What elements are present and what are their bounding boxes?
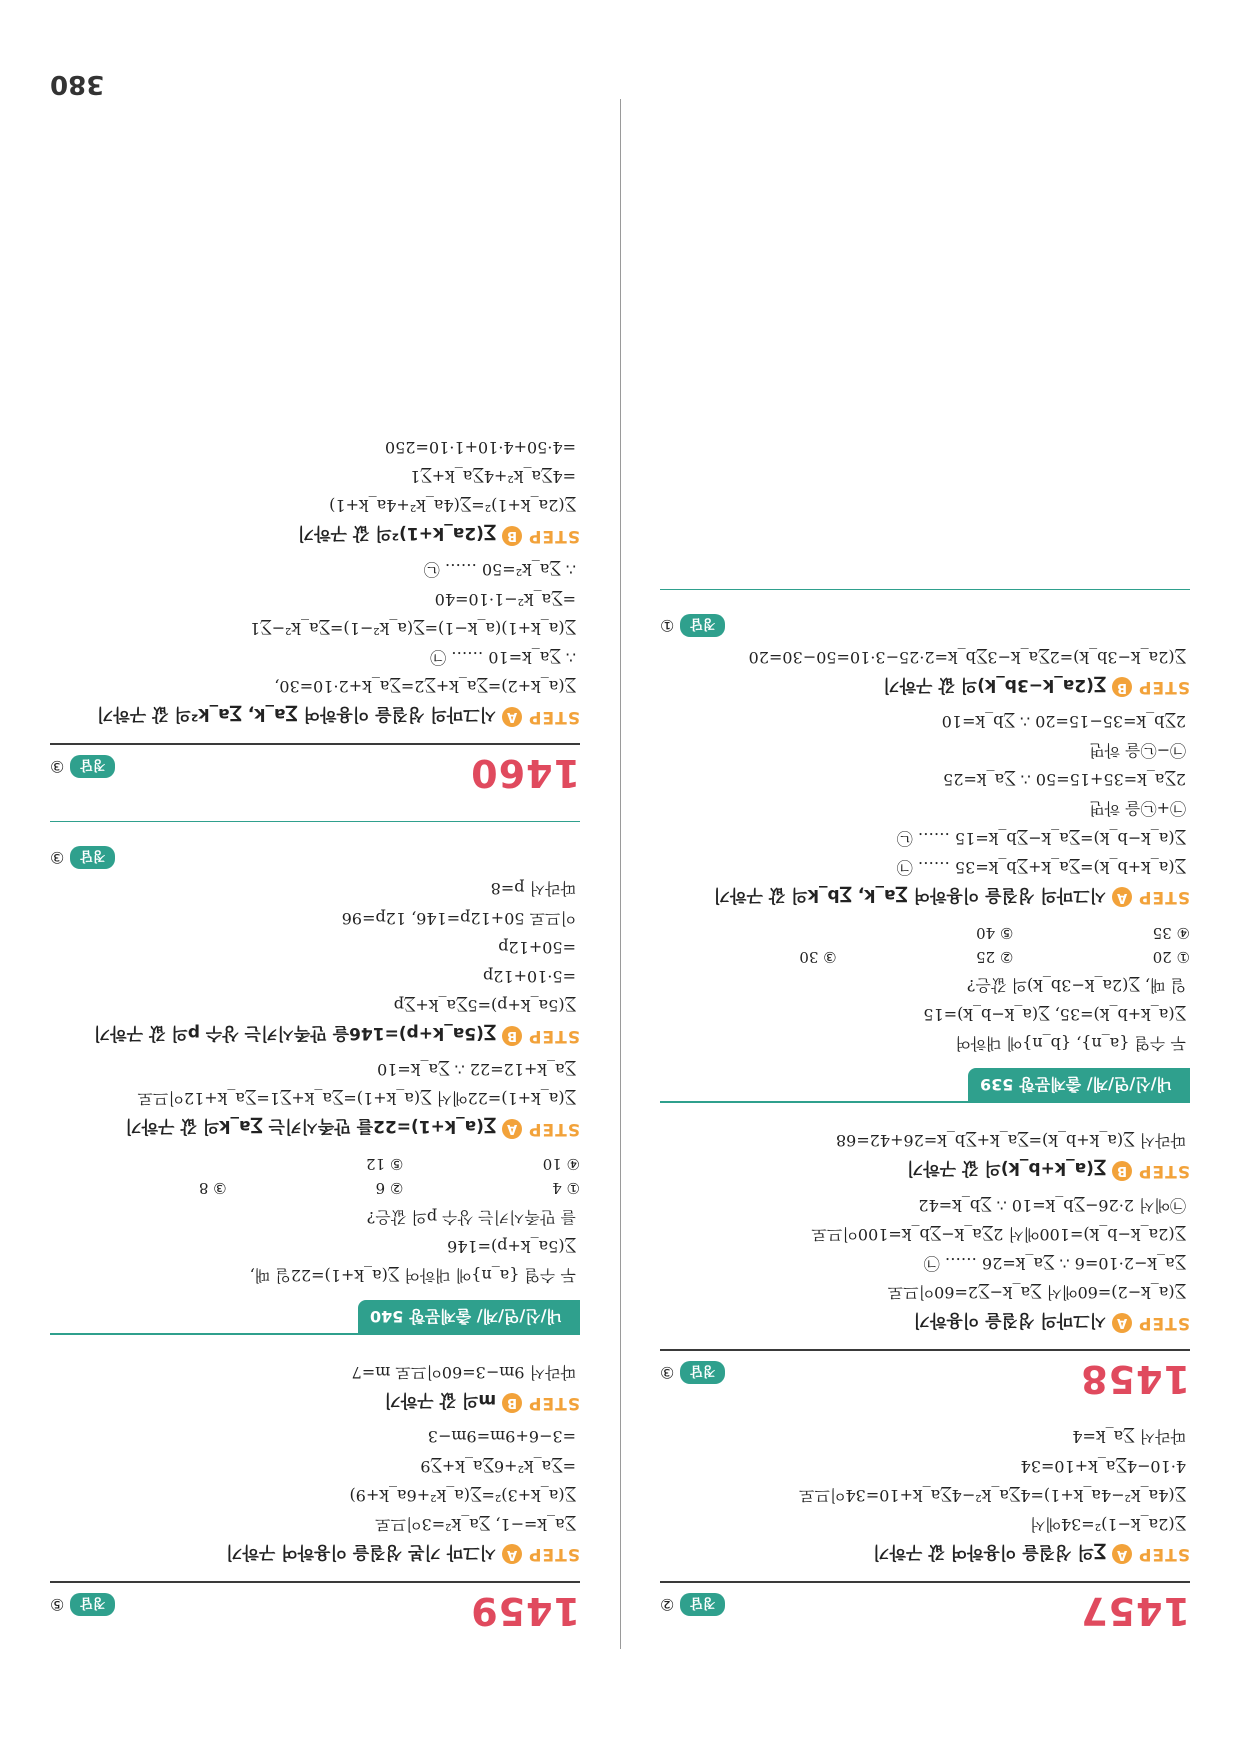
math-line: 4·10−4∑a_k+10=34 [1020,1456,1186,1476]
math-line: =50+12p [498,937,576,957]
answer-mark [50,846,115,869]
step-title: 시그마의 성질을 이용하기 [913,1310,1107,1331]
problem-header [50,743,580,795]
math-line: ∑(a_k+b_k)=∑a_k+∑b_k=35 …… ㉠ [896,857,1186,877]
step-letter-badge: A [1112,887,1132,907]
step-word-label: STEP [528,1392,580,1413]
step-heading [50,704,580,729]
math-line: =∑a_k²−1·10=40 [434,589,576,609]
choice-item: ③ 30 [799,947,837,966]
step-heading [50,1117,580,1142]
step-word-label: STEP [1138,887,1190,908]
choice-item: ① 4 [552,1179,580,1198]
step-word-label: STEP [1138,1544,1190,1565]
question-line: 를 만족시키는 상수 p의 값은? [366,1207,576,1227]
math-line: ㉠−㉡을 하면 [1089,741,1186,760]
math-line: ∑(5a_k+p)=5∑a_k+∑p [393,996,576,1016]
question-line: ∑(5a_k+p)=146 [447,1236,576,1256]
math-line: ∑a_k−2·10=6 ∴ ∑a_k=26 …… ㉠ [923,1254,1186,1274]
math-line: ∴ ∑a_k²=50 …… ㉡ [423,560,576,580]
problem-header [50,1581,580,1633]
step-letter-badge: A [502,1545,522,1565]
choice-item: ③ 8 [198,1179,227,1198]
math-line: ∑a_k=−1, ∑a_k²=3이므로 [375,1515,576,1534]
step-heading [660,1159,1190,1184]
step-heading [660,885,1190,910]
step-title: ∑(5a_k+p)=146을 만족시키는 상수 p의 값 구하기 [93,1023,497,1044]
step-word-label: STEP [528,1119,580,1139]
math-line: ∑(a_k−2)=60에서 ∑a_k−∑2=60이므로 [887,1283,1186,1303]
question-line: 두 수열 {a_n}에 대하여 ∑(a_k+1)=22일 때, [249,1266,576,1286]
box-tab [968,1068,1190,1103]
math-line: 이므로 50+12p=146, 12p=96 [341,908,576,928]
step-word-label: STEP [528,1544,580,1565]
step-letter-badge: B [1112,1161,1132,1181]
page-number: 380 [50,69,105,99]
math-line: ∴ ∑a_k=10 …… ㉠ [430,648,576,667]
column-divider [620,99,621,1649]
problem-number: 1457 [1080,1589,1190,1633]
question-line: ∑(a_k+b_k)=35, ∑(a_k−b_k)=15 [923,1005,1186,1025]
step-letter-badge: A [502,707,522,727]
step-title: ∑(a_k+1)=22를 만족시키는 ∑a_k의 값 구하기 [125,1116,497,1137]
step-letter-badge: A [1112,1313,1132,1333]
box-tab-label: 내/신/연/계/ 출제문항 [409,1307,562,1327]
step-heading [50,1023,580,1048]
math-line: =∑a_k²+6∑a_k+∑9 [420,1456,576,1476]
answer-pill: 정답 [680,1593,725,1616]
answer-mark [660,1361,725,1384]
box-body [660,589,1190,1101]
math-line: ㉠+㉡을 하면 [1089,799,1186,819]
step-letter-badge: B [502,1393,522,1413]
step-word-label: STEP [528,1025,580,1046]
math-line: =4·50+4·10+1·10=250 [384,437,576,457]
step-letter-badge: B [1112,677,1132,697]
answer-pill: 정답 [70,1593,115,1616]
problem-block [50,1363,580,1633]
step-heading [50,523,580,548]
step-title: ∑(2a_k−3b_k)의 값 구하기 [883,674,1107,695]
step-word-label: STEP [1138,1161,1190,1181]
math-line: 2∑a_k=35+15=50 ∴ ∑a_k=25 [943,770,1186,790]
step-heading [660,1542,1190,1567]
step-title: m의 값 구하기 [384,1390,497,1411]
left-column [660,589,1190,1659]
answer-mark [660,1593,725,1616]
step-title: 시그마의 성질을 이용하여 ∑a_k, ∑b_k의 값 구하기 [713,884,1107,905]
math-line: ∑a_k+12=22 ∴ ∑a_k=10 [377,1060,576,1080]
choice-item: ④ 35 [1152,923,1190,942]
box-body [50,821,580,1333]
math-line: ∑(2a_k−b_k)=100에서 2∑a_k−∑b_k=100이므로 [811,1224,1186,1244]
question-line: 일 때, ∑(2a_k−3b_k)의 값은? [966,975,1186,995]
problem-block [50,438,580,796]
math-line: 따라서 p=8 [490,879,576,899]
math-line: ∑(2a_k−3b_k)=2∑a_k−3∑b_k=2·25−3·10=50−30=20 [748,647,1186,667]
problem-number: 1458 [1080,1357,1190,1402]
answer-pill: 정답 [70,755,115,778]
step-title: 시그마의 성질을 이용하여 ∑a_k, ∑a_k²의 값 구하기 [96,704,497,725]
step-word-label: STEP [1138,677,1190,698]
problem-block [660,1131,1190,1401]
linked-problem-box [660,589,1190,1103]
box-tab-label: 내/신/연/계/ 출제문항 [1019,1075,1172,1095]
math-line: 따라서 ∑a_k=4 [1072,1427,1186,1447]
step-heading [50,1390,580,1415]
step-letter-badge: A [1112,1545,1132,1565]
step-word-label: STEP [528,525,580,546]
choice-item: ② 25 [976,947,1014,966]
math-line: 따라서 ∑(a_k+b_k)=∑a_k+∑b_k=26+42=68 [835,1131,1186,1151]
answer-mark [50,1593,115,1616]
answer-mark [50,755,115,778]
step-heading [660,675,1190,700]
box-tab [358,1300,580,1335]
problem-header [660,1581,1190,1633]
step-title: ∑(2a_k+1)²의 값 구하기 [297,523,497,544]
box-tab-number: 540 [370,1307,404,1327]
right-column [50,428,580,1659]
math-line: ∑(a_k+1)(a_k−1)=∑(a_k²−1)=∑a_k²−∑1 [249,618,576,638]
choice-item: ⑤ 12 [366,1155,404,1174]
question-line: 두 수열 {a_n}, {b_n}에 대하여 [955,1034,1186,1054]
answer-value: ③ [50,757,65,777]
math-line: ∑(a_k+1)=22에서 ∑(a_k+1)=∑a_k+∑1=∑a_k+12이므로 [137,1089,576,1109]
problem-number: 1460 [470,751,580,796]
math-line: ㉠에서 2·26−∑b_k=10 ∴ ∑b_k=42 [918,1195,1186,1215]
box-answer-row [660,610,1190,637]
box-bottom-rule [660,589,1190,590]
box-bottom-rule [50,821,580,822]
math-line: ∑(2a_k−1)²=34에서 [1030,1515,1186,1534]
answer-value: ⑤ [50,1595,65,1614]
problem-block [660,1427,1190,1633]
box-answer-row [50,842,580,869]
math-line: ∑(a_k+2)=∑a_k+∑2=∑a_k+2·10=30, [274,677,576,697]
math-line: 따라서 9m−3=60이므로 m=7 [351,1363,576,1383]
step-letter-badge: A [502,1119,522,1139]
choice-list [660,924,1190,966]
step-title: 시그마 기본 성질을 이용하여 구하기 [226,1542,497,1562]
step-heading [50,1542,580,1567]
step-letter-badge: B [502,526,522,546]
choice-item: ① 20 [1152,947,1190,966]
linked-problem-box [50,821,580,1335]
math-line: 2∑b_k=35−15=20 ∴ ∑b_k=10 [941,711,1186,731]
math-line: ∑(a_k−b_k)=∑a_k−∑b_k=15 …… ㉡ [896,828,1186,848]
step-title: ∑(a_k+b_k)의 값 구하기 [906,1158,1107,1179]
step-word-label: STEP [528,706,580,727]
choice-list [50,1156,580,1198]
box-tab-number: 539 [980,1075,1014,1095]
answer-value: ③ [50,848,65,868]
choice-item: ④ 10 [542,1155,580,1174]
step-heading [660,1310,1190,1335]
choice-item: ⑤ 40 [976,923,1014,942]
answer-value: ② [660,1595,675,1614]
step-word-label: STEP [1138,1312,1190,1333]
problem-number: 1459 [470,1589,580,1633]
answer-mark [660,614,725,637]
step-letter-badge: B [502,1026,522,1046]
answer-pill: 정답 [70,846,115,869]
step-title: ∑의 성질을 이용하여 값 구하기 [873,1542,1107,1562]
answer-pill: 정답 [680,1361,725,1384]
answer-value: ① [660,616,675,636]
math-line: ∑(a_k+3)²=∑(a_k²+6a_k+9) [349,1485,576,1505]
math-line: ∑(2a_k+1)²=∑(4a_k²+4a_k+1) [329,496,576,516]
answer-pill: 정답 [680,614,725,637]
math-line: =4∑a_k²+4∑a_k+∑1 [410,467,576,487]
answer-value: ③ [660,1363,675,1383]
choice-item: ② 6 [375,1179,404,1198]
math-line: ∑(4a_k²−4a_k+1)=4∑a_k²−4∑a_k+10=34이므로 [799,1485,1186,1505]
math-line: =3−6+9m=9m−3 [427,1427,576,1447]
problem-header [660,1349,1190,1401]
math-line: =5·10+12p [482,966,576,986]
